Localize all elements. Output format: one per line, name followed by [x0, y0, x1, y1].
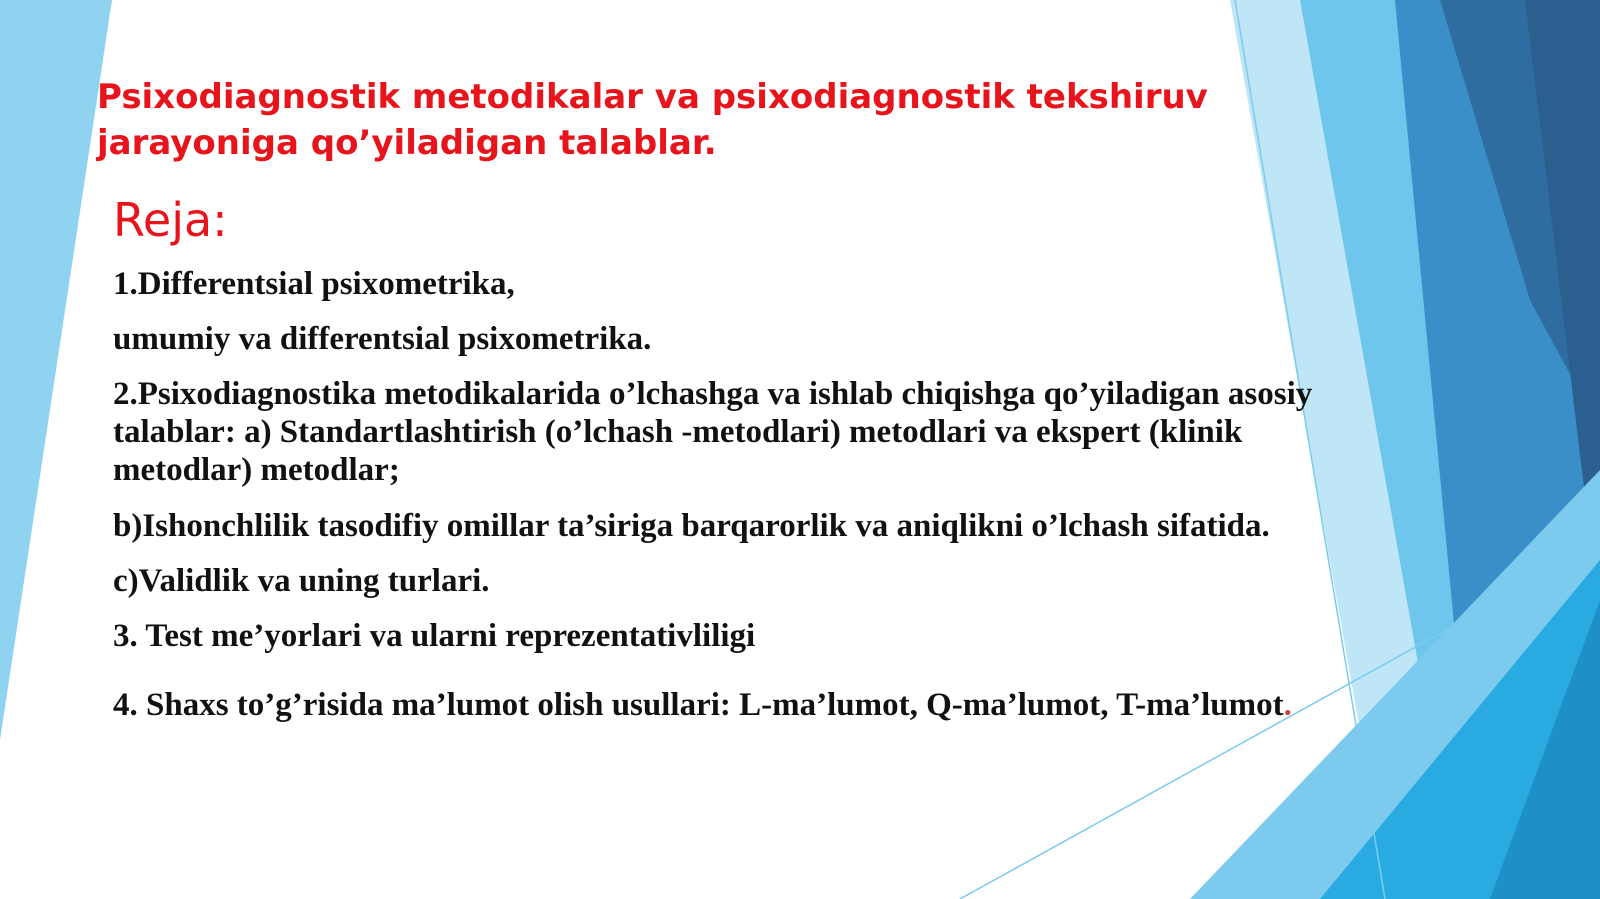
title-line-1: Psixodiagnostik metodikalar va psixodiagnostik tekshiruv — [97, 77, 1208, 117]
plan-item-1-detail: umumiy va differentsial psixometrika. — [113, 321, 652, 357]
plan-item-4-text: 4. Shaxs to’g’risida ma’lumot olish usullari: L-ma’lumot, Q-ma’lumot, T-ma’lumot — [113, 687, 1284, 723]
plan-item-2c: c)Validlik va uning turlari. — [113, 563, 490, 599]
title-line-2: jarayoniga qo’yiladigan talablar. — [97, 123, 717, 163]
slide-title — [97, 74, 1277, 166]
plan-item-4-trailing-dot: . — [1283, 687, 1292, 723]
plan-item-2b: b)Ishonchlilik tasodifiy omillar ta’siriga barqarorlik va aniqlikni o’lchash sifatida. — [113, 508, 1270, 544]
left-accent-shape — [0, 0, 112, 740]
plan-item-1: 1.Differentsial psixometrika, — [113, 266, 515, 302]
plan-item-2-line-3: metodlar) metodlar; — [113, 452, 400, 488]
plan-item-2-line-2: talablar: a) Standartlashtirish (o’lchash -metodlari) metodlari va ekspert (klinik — [113, 414, 1243, 450]
plan-item-4 — [113, 686, 1292, 724]
plan-item-3: 3. Test me’yorlari va ularni reprezentativliligi — [113, 618, 756, 654]
plan-item-2-line-1: 2.Psixodiagnostika metodikalarida o’lchashga va ishlab chiqishga qo’yiladigan asosiy — [113, 376, 1313, 412]
plan-heading: Reja: — [113, 193, 228, 247]
